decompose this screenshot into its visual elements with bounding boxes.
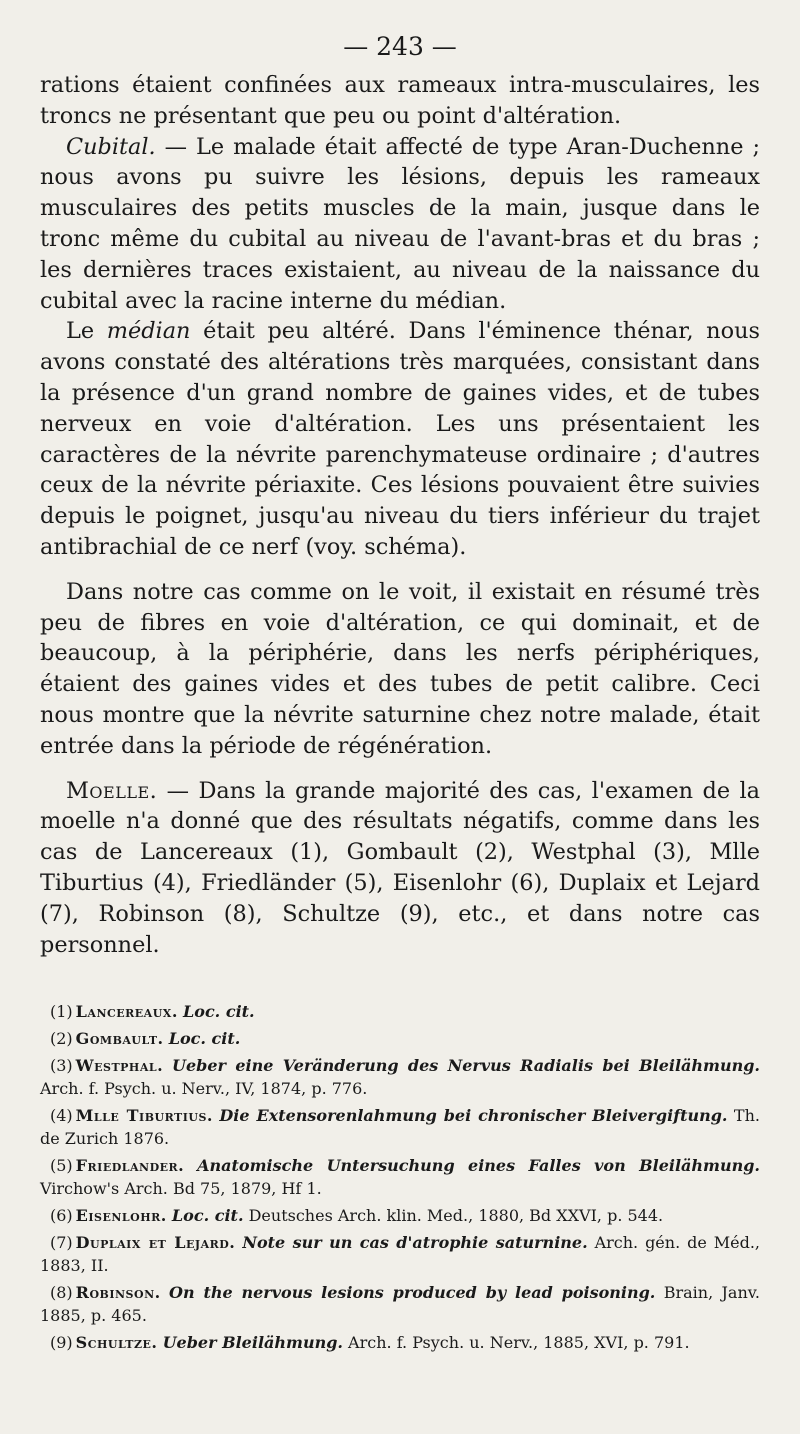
section-lead-median: médian: [106, 318, 191, 345]
paragraph-moelle: [40, 776, 760, 961]
paragraph-median: [40, 316, 760, 562]
footnote-title: On the nervous lesions produced by lead poisoning.: [169, 1282, 656, 1302]
footnote-number: (9): [50, 1333, 73, 1353]
footnote-title: Loc. cit.: [183, 1002, 255, 1022]
footnote: [40, 1231, 760, 1278]
footnote-number: (2): [50, 1028, 73, 1048]
footnote-title: Anatomische Untersuchung eines Falles von Bleilähmung.: [197, 1155, 760, 1175]
footnote-rest: Virchow's Arch. Bd 75, 1879, Hf 1.: [40, 1179, 322, 1199]
footnote-author: Duplaix et Lejard.: [75, 1232, 236, 1252]
footnotes: [40, 1000, 760, 1354]
footnote-author: Robinson.: [75, 1282, 161, 1302]
footnote: [40, 1104, 760, 1151]
footnote-number: (7): [50, 1232, 73, 1252]
paragraph-summary: [40, 577, 760, 762]
paragraph-text: — Le malade était affecté de type Aran-Duchenne ; nous avons pu suivre les lésions, depuis les rameaux musculaires des petits muscles de la main, jusque dans le tronc même du cubital au niveau de l'avant-bras et du bras ; les dernières traces existaient, au niveau de la naissance du cubital avec la racine interne du médian.: [40, 133, 760, 314]
footnote: [40, 1000, 760, 1024]
footnote-author: Gombault.: [75, 1028, 164, 1048]
section-lead-moelle: Moelle.: [66, 777, 158, 804]
paragraph-pre: Le: [66, 318, 107, 345]
paragraph-text: — Dans la grande majorité des cas, l'examen de la moelle n'a donné que des résultats négatifs, comme dans les cas de Lancereaux (1), Gombault (2), Westphal (3), Mlle Tiburtius (4), Friedländer (5), Eisenlohr (6), Duplaix et Lejard (7), Robinson (8), Schultze (9), etc., et dans notre cas personnel.: [40, 777, 760, 958]
footnote-title: Note sur un cas d'atrophie saturnine.: [242, 1232, 588, 1252]
footnote: [40, 1204, 760, 1228]
footnote-title: Die Extensorenlahmung bei chronischer Bleivergiftung.: [219, 1105, 728, 1125]
footnote-number: (8): [50, 1282, 73, 1302]
page-number: — 243 —: [343, 32, 457, 61]
footnote-author: Mlle Tiburtius.: [75, 1105, 213, 1125]
footnote-author: Eisenlohr.: [75, 1206, 167, 1226]
footnote-number: (3): [50, 1055, 73, 1075]
footnote-rest: Deutsches Arch. klin. Med., 1880, Bd XXVI, p. 544.: [243, 1206, 664, 1226]
footnote-rest: Th. de Zurich 1876.: [40, 1105, 760, 1149]
footnote-author: Westphal.: [75, 1055, 164, 1075]
footnote: [40, 1331, 760, 1355]
footnote: [40, 1281, 760, 1328]
paragraph-cubital: [40, 132, 760, 317]
footnote-number: (6): [50, 1206, 73, 1226]
footnote-rest: Arch. f. Psych. u. Nerv., 1885, XVI, p. 791.: [342, 1333, 690, 1353]
footnote-title: Loc. cit.: [168, 1028, 241, 1048]
footnote-number: (5): [50, 1155, 73, 1175]
body-text: [40, 70, 760, 960]
footnote-author: Friedlander.: [75, 1155, 185, 1175]
footnote-author: Lancereaux.: [75, 1002, 178, 1022]
footnote-number: (4): [50, 1105, 73, 1125]
footnote-title: Ueber eine Veränderung des Nervus Radialis bei Bleilähmung.: [172, 1055, 760, 1075]
footnote-rest: Arch. gén. de Méd., 1883, II.: [40, 1232, 760, 1276]
footnote-title: Ueber Bleilähmung.: [162, 1333, 343, 1353]
paragraph-text: était peu altéré. Dans l'éminence thénar, nous avons constaté des altérations très marquées, consistant dans la présence d'un grand nombre de gaines vides, et de tubes nerveux en voie d'altération. Les uns présentaient les caractères de la névrite parenchymateuse ordinaire ; d'autres ceux de la névrite périaxite. Ces lésions pouvaient être suivies depuis le poignet, jusqu'au niveau du tiers inférieur du trajet antibrachial de ce nerf (voy. schéma).: [40, 318, 760, 560]
paragraph-text: rations étaient confinées aux rameaux intra-musculaires, les troncs ne présentant que peu ou point d'altération.: [40, 72, 760, 129]
footnote-number: (1): [50, 1002, 73, 1022]
paragraph-intro: [40, 70, 760, 132]
footnote: [40, 1154, 760, 1201]
paragraph-text: Dans notre cas comme on le voit, il existait en résumé très peu de fibres en voie d'altération, ce qui dominait, et de beaucoup, à la périphérie, dans les nerfs périphériques, étaient des gaines vides et des tubes de petit calibre. Ceci nous montre que la névrite saturnine chez notre malade, était entrée dans la période de régénération.: [40, 578, 760, 759]
footnote-author: Schultze.: [75, 1333, 158, 1353]
footnote: [40, 1054, 760, 1101]
footnote-rest: Brain, Janv. 1885, p. 465.: [40, 1282, 760, 1326]
footnote-rest: Arch. f. Psych. u. Nerv., IV, 1874, p. 776.: [40, 1079, 368, 1099]
footnote: [40, 1027, 760, 1051]
section-lead-cubital: Cubital.: [66, 133, 156, 160]
footnote-title: Loc. cit.: [171, 1206, 244, 1226]
